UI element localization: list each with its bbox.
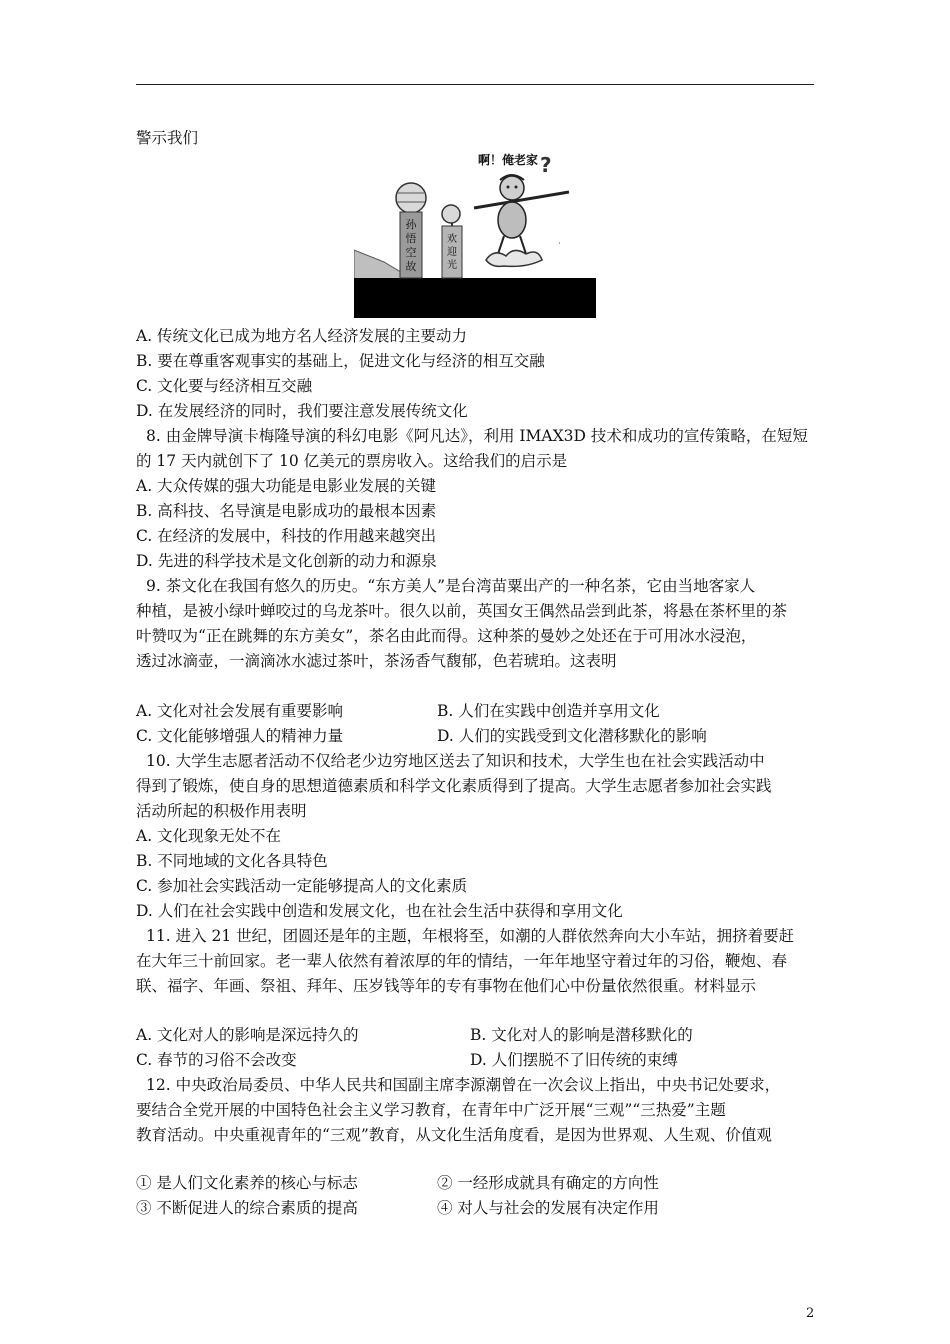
- banner-left-char-2: 悟: [405, 232, 417, 245]
- q7-option-d: D. 在发展经济的同时，我们要注意发展传统文化: [136, 402, 468, 420]
- q10-option-c: C. 参加社会实践活动一定能够提高人的文化素质: [136, 877, 468, 895]
- monkey-head-icon: [500, 176, 524, 200]
- q11-option-a: A. 文化对人的影响是深远持久的: [136, 1026, 359, 1044]
- q8-option-d: D. 先进的科学技术是文化创新的动力和源泉: [136, 552, 437, 570]
- cartoon-figure: [354, 150, 596, 318]
- svg-text:·: ·: [558, 239, 561, 249]
- q10-stem-line-1: 10. 大学生志愿者活动不仅给老少边穷地区送去了知识和技术，大学生也在社会实践活动中: [146, 752, 765, 770]
- q9-option-b: B. 人们在实践中创造并享用文化: [437, 702, 660, 720]
- cloud-icon: [486, 250, 542, 266]
- q11-stem-line-2: 在大年三十前回家。老一辈人依然有着浓厚的年的情结，一年年地坚守着过年的习俗，鞭炮、春: [136, 952, 788, 970]
- q9-stem-line-1: 9. 茶文化在我国有悠久的历史。“东方美人”是台湾苗粟出产的一种名茶，它由当地客家人: [146, 577, 756, 595]
- q11-stem-line-1: 11. 进入 21 世纪，团圆还是年的主题，年根将至，如潮的人群依然奔向大小车站，拥挤着要赶: [146, 927, 795, 945]
- banner-left-char-4: 故: [405, 260, 417, 273]
- q11-option-c: C. 春节的习俗不会改变: [136, 1051, 297, 1069]
- banner-right-char-2: 迎: [447, 247, 457, 258]
- q7-option-a: A. 传统文化已成为地方名人经济发展的主要动力: [136, 327, 468, 345]
- q10-stem-line-3: 活动所起的积极作用表明: [136, 802, 307, 820]
- monkey-body-icon: [498, 202, 526, 238]
- q12-stem-line-3: 教育活动。中央重视青年的“三观”教育，从文化生活角度看，是因为世界观、人生观、价值观: [136, 1126, 772, 1144]
- q9-stem-line-4: 透过冰滴壶，一滴滴冰水滤过茶叶，茶汤香气馥郁，色若琥珀。这表明: [136, 652, 617, 670]
- q9-stem-line-3: 叶赞叹为“正在跳舞的东方美女”，茶名由此而得。这种茶的曼妙之处还在于可用冰水浸泡，: [136, 627, 757, 645]
- lantern-right-icon: [442, 205, 460, 223]
- q9-option-d: D. 人们的实践受到文化潜移默化的影响: [437, 727, 707, 745]
- q8-option-c: C. 在经济的发展中，科技的作用越来越突出: [136, 527, 437, 545]
- speech-text: 啊！俺老家: [478, 153, 539, 167]
- q12-stem-line-2: 要结合全党开展的中国特色社会主义学习教育，在青年中广泛开展“三观”“三热爱”主题: [136, 1101, 726, 1119]
- q12-option-4: ④ 对人与社会的发展有决定作用: [437, 1199, 659, 1217]
- q8-stem-line-1: 8. 由金牌导演卡梅隆导演的科幻电影《阿凡达》，利用 IMAX3D 技术和成功的宣传策略，在短短: [146, 427, 808, 445]
- q11-stem-line-3: 联、福字、年画、祭祖、拜年、压岁钱等年的专有事物在他们心中份量依然很重。材料显示: [136, 977, 757, 995]
- q7-option-b: B. 要在尊重客观事实的基础上，促进文化与经济的相互交融: [136, 352, 545, 370]
- q9-option-a: A. 文化对社会发展有重要影响: [136, 702, 344, 720]
- q8-option-b: B. 高科技、名导演是电影成功的最根本因素: [136, 502, 437, 520]
- q7-option-c: C. 文化要与经济相互交融: [136, 377, 313, 395]
- page-number: 2: [806, 1306, 815, 1321]
- banner-left-char-3: 空: [405, 246, 417, 259]
- header-rule: [136, 84, 814, 85]
- redaction-bar: [354, 278, 596, 318]
- q9-stem-line-2: 种植，是被小绿叶蝉咬过的乌龙茶叶。很久以前，英国女王偶然品尝到此茶，将悬在茶杯里的茶: [136, 602, 788, 620]
- q11-option-d: D. 人们摆脱不了旧传统的束缚: [470, 1051, 678, 1069]
- q12-option-1: ① 是人们文化素养的核心与标志: [136, 1174, 358, 1192]
- q8-stem-line-2: 的 17 天内就创下了 10 亿美元的票房收入。这给我们的启示是: [136, 452, 568, 470]
- q10-stem-line-2: 得到了锻炼，使自身的思想道德素质和科学文化素质得到了提高。大学生志愿者参加社会实践: [136, 777, 772, 795]
- q10-option-b: B. 不同地域的文化各具特色: [136, 852, 328, 870]
- q12-option-2: ② 一经形成就具有确定的方向性: [437, 1174, 659, 1192]
- banner-right-char-3: 光: [447, 260, 457, 271]
- q9-option-c: C. 文化能够增强人的精神力量: [136, 727, 344, 745]
- banner-right-char-1: 欢: [447, 234, 457, 245]
- banner-left-char-1: 孙: [405, 218, 417, 231]
- q10-option-d: D. 人们在社会实践中创造和发展文化，也在社会生活中获得和享用文化: [136, 902, 623, 920]
- question-7-stem-tail: 警示我们: [136, 129, 199, 147]
- lantern-left-icon: [396, 183, 426, 213]
- q11-option-b: B. 文化对人的影响是潜移默化的: [470, 1026, 693, 1044]
- q8-option-a: A. 大众传媒的强大功能是电影业发展的关键: [136, 477, 437, 495]
- q10-option-a: A. 文化现象无处不在: [136, 827, 282, 845]
- q12-stem-line-1: 12. 中央政治局委员、中华人民共和国副主席李源潮曾在一次会议上指出，中央书记处要求，: [146, 1076, 781, 1094]
- question-mark-icon: ?: [540, 153, 552, 177]
- q12-option-3: ③ 不断促进人的综合素质的提高: [136, 1199, 358, 1217]
